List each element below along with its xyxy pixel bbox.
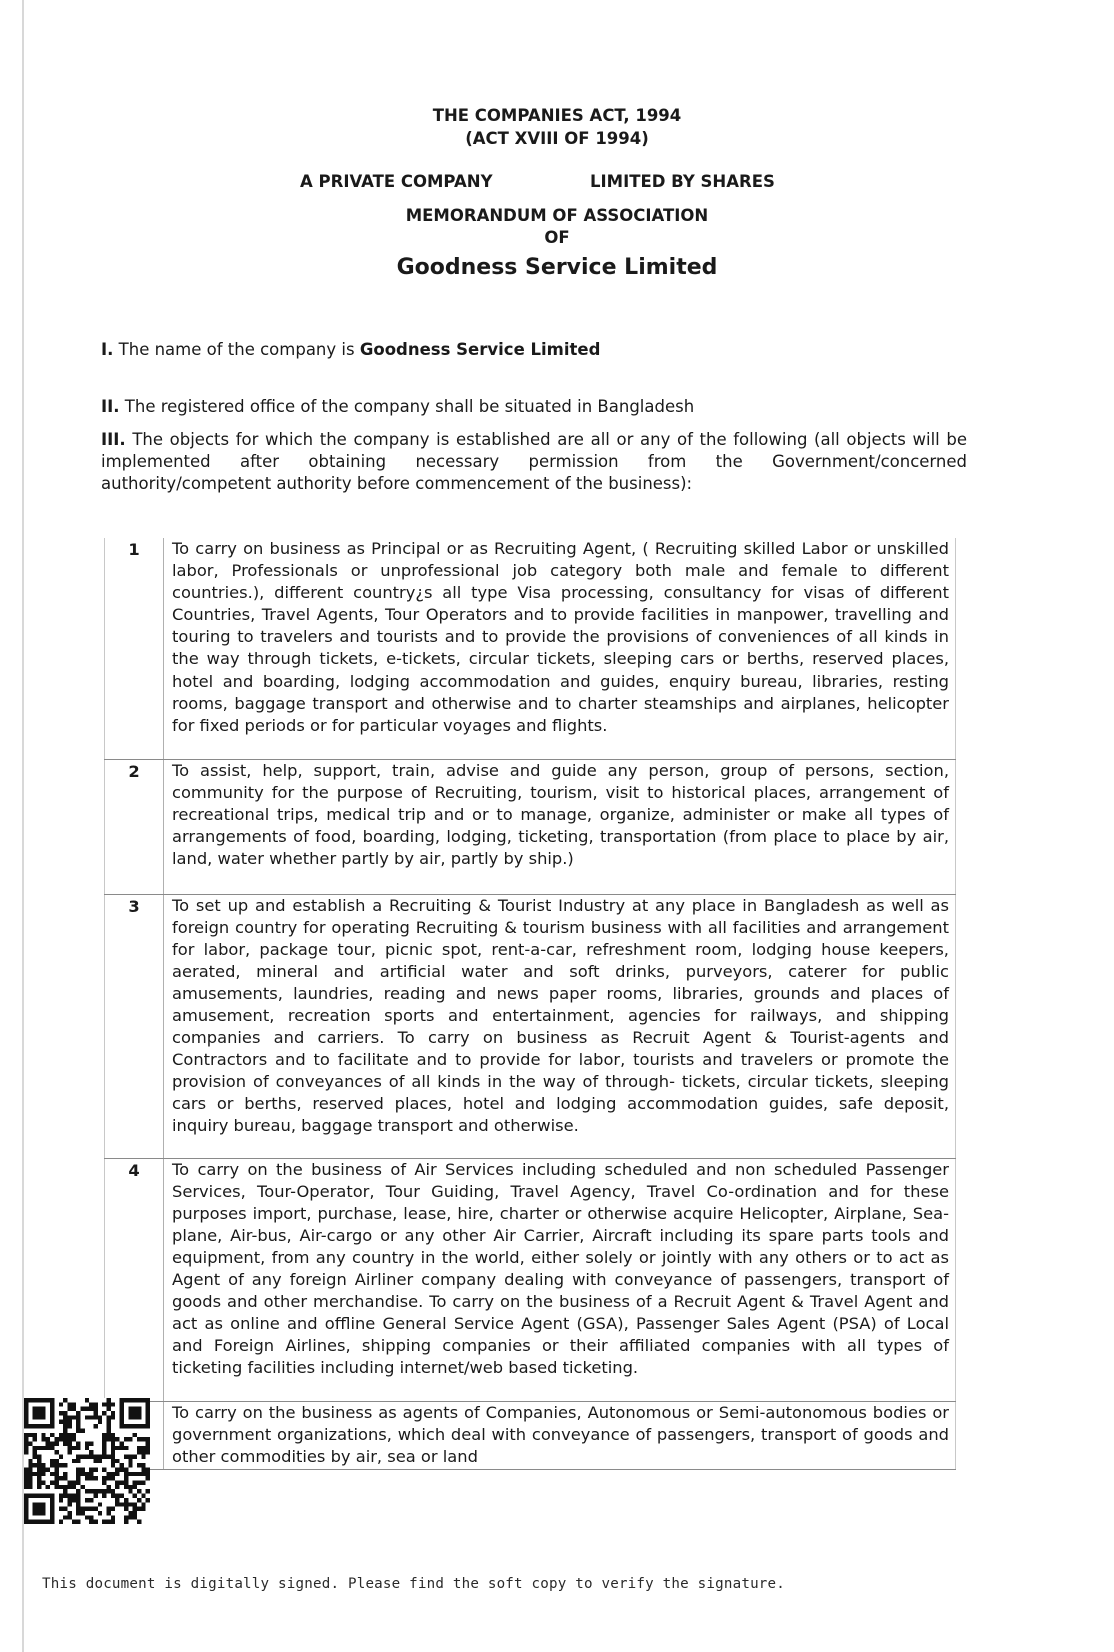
clause-name bbox=[101, 339, 967, 361]
object-text: To assist, help, support, train, advise and guide any person, group of persons, section, community for the purpose of Recruiting, tourism, visit to historical places, arrangement of recreational trips, medical trip and or to manage, organize, administer or make all types of arrangements of food, boarding, lodging, ticketing, transportation (from place to place by air, land, water whether partly by air, partly by ship.) bbox=[164, 759, 956, 894]
clause-text: The objects for which the company is established are all or any of the following (all objects will be implemented after obtaining necessary permission from the Government/concerned authority/competent authority before commencement of the business): bbox=[101, 430, 967, 493]
memorandum-heading: MEMORANDUM OF ASSOCIATION bbox=[405, 206, 709, 225]
object-text: To carry on the business of Air Services including scheduled and non scheduled Passenger Services, Tour-Operator, Tour Guiding, Travel Agency, Travel Co-ordination and for these purposes import, purchase, lease, hire, charter or otherwise acquire Helicopter, Airplane, Sea-plane, Air-bus, Air-cargo or any other Air Carrier, Aircraft including its spare parts tools and equipment, from any country in the world, either solely or jointly with any others or to act as Agent of any foreign Airliner company dealing with conveyance of passengers, transport of goods and other merchandise. To carry on the business of a Recruit Agent & Travel Agent and act as online and offline General Service Agent (GSA), Passenger Sales Agent (PSA) of Local and Foreign Airlines, shipping companies or their affiliated companies with all types of ticketing facilities including internet/web based ticketing. bbox=[164, 1158, 956, 1401]
objects-row bbox=[105, 538, 956, 759]
company-type-left: A PRIVATE COMPANY bbox=[300, 172, 493, 191]
company-type-right: LIMITED BY SHARES bbox=[590, 172, 775, 191]
object-number: 3 bbox=[105, 894, 164, 1158]
qr-code bbox=[24, 1398, 150, 1524]
clause-text: The registered office of the company shall be situated in Bangladesh bbox=[119, 397, 695, 416]
object-number: 1 bbox=[105, 538, 164, 759]
objects-row bbox=[105, 894, 956, 1158]
act-title: THE COMPANIES ACT, 1994 bbox=[432, 106, 682, 125]
clause-number: I. bbox=[101, 340, 114, 359]
clause-number: III. bbox=[101, 430, 126, 449]
object-number: 2 bbox=[105, 759, 164, 894]
clause-objects bbox=[101, 429, 967, 495]
objects-row bbox=[105, 1401, 956, 1469]
clause-number: II. bbox=[101, 397, 120, 416]
clause-registered-office bbox=[101, 396, 967, 418]
clause-text: The name of the company is bbox=[113, 340, 360, 359]
objects-row bbox=[105, 759, 956, 894]
company-name-heading: Goodness Service Limited bbox=[396, 255, 718, 280]
act-subtitle: (ACT XVIII OF 1994) bbox=[465, 129, 649, 148]
objects-row bbox=[105, 1158, 956, 1401]
of-heading: OF bbox=[544, 228, 570, 247]
object-number: 4 bbox=[105, 1158, 164, 1401]
objects-table bbox=[104, 538, 956, 1470]
object-text: To carry on the business as agents of Companies, Autonomous or Semi-autonomous bodies or government organizations, which deal with conveyance of passengers, transport of goods and other commodities by air, sea or land bbox=[164, 1401, 956, 1469]
clause-company-name: Goodness Service Limited bbox=[359, 340, 601, 359]
object-text: To set up and establish a Recruiting & Tourist Industry at any place in Bangladesh as well as foreign country for operating Recruiting & tourism business with all facilities and arrangement for labor, package tour, picnic spot, rent-a-car, refreshment room, lodging house keepers, aerated, mineral and artificial water and soft drinks, purveyors, caterer for public amusements, laundries, reading and news paper rooms, libraries, grounds and places of amusement, recreation sports and entertainment, agencies for railways, and shipping companies and carriers. To carry on business as Recruit Agent & Tourist-agents and Contractors and to facilitate and to provide for labor, tourists and travelers or promote the provision of conveyances of all kinds in the way of through- tickets, circular tickets, sleeping cars or berths, reserved places, hotel and lodging accommodation guides, safe deposit, inquiry bureau, baggage transport and otherwise. bbox=[164, 894, 956, 1158]
digital-signature-note: This document is digitally signed. Please find the soft copy to verify the signature. bbox=[42, 1576, 786, 1592]
object-text: To carry on business as Principal or as Recruiting Agent, ( Recruiting skilled Labor or unskilled labor, Professionals or unprofessional job category both male and female to different countries.), different country¿s all type Visa processing, consultancy for visas of different Countries, Travel Agents, Tour Operators and to provide facilities in manpower, travelling and touring to travelers and tourists and to provide the provisions of conveniences of all kinds in the way through tickets, e-tickets, circular tickets, sleeping cars or berths, reserved places, hotel and boarding, lodging accommodation and guides, enquiry bureau, libraries, resting rooms, baggage transport and otherwise and to charter steamships and airplanes, helicopter for fixed periods or for particular voyages and flights. bbox=[164, 538, 956, 759]
